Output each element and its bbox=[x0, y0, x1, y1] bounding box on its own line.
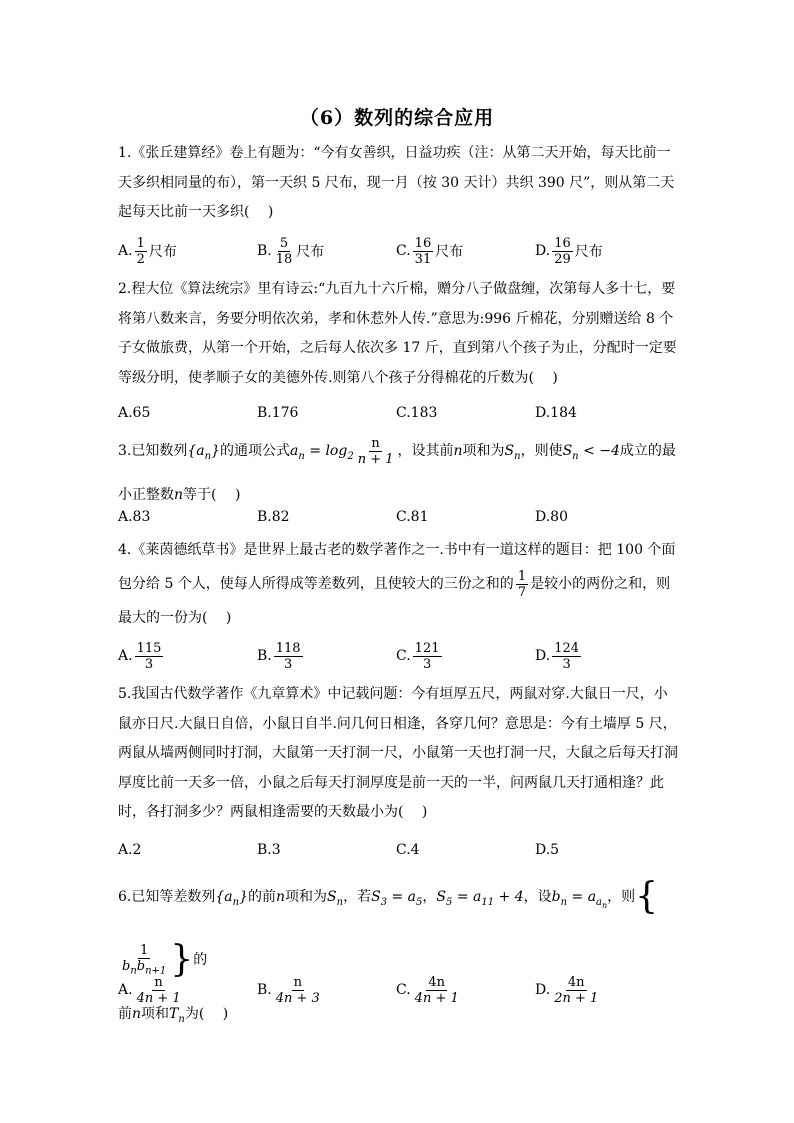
sum-symbol: S bbox=[436, 889, 446, 905]
sequence-notation bbox=[187, 443, 220, 462]
fraction-numerator: n bbox=[293, 974, 302, 990]
option-suffix: 尺布 bbox=[296, 244, 325, 260]
option-label: C. bbox=[396, 982, 411, 998]
q2-option-d: D.184 bbox=[535, 405, 577, 421]
sum-symbol: S bbox=[504, 443, 515, 459]
sum-subscript: n bbox=[572, 450, 579, 462]
option-label: D. bbox=[535, 648, 551, 664]
subscript: n bbox=[560, 896, 568, 908]
nested-subscript bbox=[596, 897, 607, 908]
bn-definition bbox=[551, 889, 608, 910]
b-symbol: b bbox=[551, 889, 561, 905]
fraction bbox=[413, 976, 461, 1005]
sum-subscript: n bbox=[514, 450, 521, 462]
option-label: B. bbox=[257, 982, 272, 998]
option-label: A. bbox=[118, 648, 133, 664]
subscript: n bbox=[178, 1013, 185, 1025]
q6-text-part: 前 bbox=[118, 1005, 132, 1022]
q3-text-part: 成立的最小正整数 bbox=[118, 443, 676, 503]
t-symbol: T bbox=[169, 1005, 179, 1022]
fraction-denominator: 31 bbox=[414, 251, 432, 267]
q4-option-d bbox=[535, 641, 583, 671]
q1-option-d bbox=[535, 236, 603, 266]
question-1-text: 1.《张丘建算经》卷上有题为：“今有女善织，日益功疾（注：从第二天开始，每天比前一天多织相同量的布），第一天织 5 尺布，现一月（按 30 天计）共织 390 尺”，则从第二天起每天比前一天多织( ) bbox=[118, 145, 675, 220]
q6-text-part: 6.已知等差数列 bbox=[118, 889, 216, 905]
subscript: 5 bbox=[416, 896, 423, 908]
subscript: n bbox=[130, 965, 137, 977]
b-symbol: b bbox=[136, 958, 146, 974]
formula-log: = log bbox=[304, 443, 348, 459]
q4-option-b bbox=[257, 641, 305, 671]
q3-option-c: C.81 bbox=[396, 509, 429, 525]
option-suffix: 尺布 bbox=[574, 244, 603, 260]
fraction-denominator: 3 bbox=[284, 656, 293, 672]
q2-option-c: C.183 bbox=[396, 405, 438, 421]
subscript: 11 bbox=[481, 896, 495, 908]
q4-text-part: 是较小的两份之和，则最大的一份为( ) bbox=[118, 576, 671, 626]
equals-term: = a bbox=[567, 889, 597, 905]
condition-1 bbox=[371, 889, 423, 908]
plus-term: + 4 bbox=[494, 889, 524, 905]
seq-close: } bbox=[239, 889, 248, 905]
fraction bbox=[552, 237, 573, 266]
fraction-denominator: 3 bbox=[422, 656, 432, 672]
q6-text-part: ，若 bbox=[343, 889, 372, 905]
q3-text-part: 3.已知数列 bbox=[118, 443, 188, 459]
q4-option-a bbox=[118, 641, 165, 671]
q3-text-part: ，设其前 bbox=[397, 443, 454, 459]
general-term-formula bbox=[290, 435, 398, 467]
fraction-numerator: 1 bbox=[140, 942, 149, 958]
sum-symbol: S bbox=[327, 889, 337, 905]
fraction-numerator: 121 bbox=[414, 640, 440, 656]
fraction-denominator: 4n + 3 bbox=[275, 990, 320, 1006]
q6-text-part: ，则 bbox=[607, 889, 636, 905]
subscript: 3 bbox=[380, 896, 388, 908]
fraction-denominator bbox=[120, 959, 168, 977]
q5-option-a: A.2 bbox=[118, 842, 142, 858]
q6-text-part: 的前 bbox=[248, 889, 276, 905]
partial-sum bbox=[504, 443, 521, 462]
fraction bbox=[356, 437, 396, 466]
fraction-denominator: 4n + 1 bbox=[136, 990, 181, 1006]
q3-text-part: ，则使 bbox=[520, 443, 563, 459]
seq-close: } bbox=[211, 443, 220, 459]
fraction bbox=[274, 237, 295, 266]
question-4-text bbox=[118, 533, 678, 635]
page-title: （6）数列的综合应用 bbox=[299, 107, 495, 129]
q3-option-b: B.82 bbox=[257, 509, 290, 525]
fraction bbox=[413, 237, 434, 266]
option-suffix: 尺布 bbox=[148, 244, 177, 260]
option-label: B. bbox=[257, 648, 272, 664]
option-label: C. bbox=[396, 648, 411, 664]
q2-option-a: A.65 bbox=[118, 405, 151, 421]
equals-term: = a bbox=[387, 889, 417, 905]
q1-option-a bbox=[118, 236, 177, 266]
option-suffix: 尺布 bbox=[435, 244, 464, 260]
condition-2 bbox=[436, 889, 524, 908]
q1-option-b bbox=[257, 236, 324, 266]
fraction-numerator: 4n bbox=[567, 974, 585, 990]
q6-text-part: ，设 bbox=[523, 889, 552, 905]
inequality bbox=[562, 443, 620, 462]
seq-subscript: n bbox=[204, 450, 212, 462]
subscript: n bbox=[602, 900, 608, 910]
q3-text-part: 等于( ) bbox=[183, 486, 241, 503]
sum-symbol: S bbox=[371, 889, 381, 905]
fraction-numerator: 115 bbox=[136, 640, 162, 656]
fraction-denominator: 29 bbox=[554, 251, 571, 267]
fraction bbox=[135, 642, 164, 671]
fraction-numerator: 1 bbox=[136, 235, 145, 251]
question-2-options bbox=[118, 398, 678, 428]
subscript: n+1 bbox=[145, 965, 167, 977]
q6-option-d bbox=[535, 975, 602, 1005]
fraction-denominator: n + 1 bbox=[357, 451, 394, 467]
option-label: A. bbox=[118, 243, 133, 259]
fraction-denominator: 3 bbox=[144, 656, 154, 672]
fraction-denominator: 4n + 1 bbox=[414, 990, 459, 1006]
q5-option-d: D.5 bbox=[535, 842, 560, 858]
seq-subscript: n bbox=[232, 896, 240, 908]
fraction-numerator: 124 bbox=[554, 640, 580, 656]
option-label: A. bbox=[118, 982, 133, 998]
q5-option-c: C.4 bbox=[396, 842, 420, 858]
q6-option-b bbox=[257, 975, 324, 1005]
fraction-denominator: 7 bbox=[517, 584, 527, 600]
fraction bbox=[135, 237, 147, 266]
option-label: D. bbox=[535, 982, 551, 998]
q3-text-part: 的通项公式 bbox=[220, 443, 290, 459]
variable-n: n bbox=[453, 443, 463, 459]
fraction bbox=[120, 944, 168, 977]
question-4-options bbox=[118, 641, 678, 671]
fraction bbox=[135, 976, 183, 1005]
variable-n: n bbox=[276, 889, 286, 905]
q4-text-part: 4.《莱茵德纸草书》是世界上最古老的数学著作之一.书中有一道这样的题目：把 100 个面包分给 5 个人，使每人所得成等差数列，且使较大的三份之和的 bbox=[118, 542, 676, 592]
q6-text-part: 项和 bbox=[141, 1005, 170, 1022]
question-3-options bbox=[118, 502, 678, 532]
q5-option-b: B.3 bbox=[257, 842, 281, 858]
fraction-numerator: 5 bbox=[279, 235, 289, 251]
seq-open: {a bbox=[215, 889, 233, 905]
fraction bbox=[413, 642, 442, 671]
q6-option-a bbox=[118, 975, 185, 1005]
fraction-numerator: n bbox=[371, 435, 380, 451]
left-brace: { bbox=[635, 876, 659, 917]
fraction-denominator: 2 bbox=[136, 251, 145, 267]
sum-subscript: n bbox=[336, 896, 344, 908]
formula-lhs: a bbox=[290, 443, 299, 459]
question-6-options bbox=[118, 975, 678, 1005]
inequality-rhs: < −4 bbox=[578, 443, 620, 459]
fraction-numerator: 16 bbox=[554, 235, 571, 251]
q6-text-part: 为( ) bbox=[184, 1005, 229, 1022]
sequence-notation bbox=[215, 889, 248, 908]
option-label: B. bbox=[257, 243, 272, 259]
fraction bbox=[552, 642, 581, 671]
sum-T bbox=[169, 1005, 185, 1025]
fraction bbox=[552, 976, 600, 1005]
q6-text-part: ， bbox=[422, 889, 437, 905]
fraction bbox=[274, 976, 322, 1005]
q4-option-c bbox=[396, 641, 444, 671]
question-6-text bbox=[118, 870, 678, 1047]
option-label: C. bbox=[396, 243, 411, 259]
question-2-text: 2.程大位《算法统宗》里有诗云:“九百九十六斤棉，赠分八子做盘缠，次第每人多十七，要将第八数来言，务要分明依次弟，孝和休惹外人传.”意思为:996 斤棉花，分别赠送给 8 个子女做旅费，从第一个开始，之后每人依次多 17 斤，直到第八个孩子为止，分配时一定要等级分明，使孝顺子女的美德外传.则第八个孩子分得棉花的斤数为( ) bbox=[118, 281, 677, 386]
equals-term: = a bbox=[452, 889, 482, 905]
question-5-text: 5.我国古代数学著作《九章算术》中记载问题：今有垣厚五尺，两鼠对穿.大鼠日一尺，小鼠亦日尺.大鼠日自倍，小鼠日自半.问几何日相逢，各穿几何？意思是：今有土墙厚 5 尺，两鼠从墙两侧同时打洞，大鼠第一天打洞一尺，小鼠第一天也打洞一尺，大鼠之后每天打洞厚度比前一天多一倍，小鼠之后每天打洞厚度是前一天的一半，问两鼠几天打通相逢？此时，各打洞多少？两鼠相逢需要的天数最小为( ) bbox=[118, 686, 678, 820]
q6-option-c bbox=[396, 975, 463, 1005]
right-brace: } bbox=[170, 938, 194, 980]
q1-option-c bbox=[396, 236, 463, 266]
subscript: a bbox=[596, 896, 603, 908]
variable-n: n bbox=[174, 486, 184, 503]
fraction-denominator: 18 bbox=[275, 251, 293, 267]
question-1-options bbox=[118, 236, 678, 266]
fraction-numerator: 4n bbox=[428, 974, 446, 990]
sum-symbol: S bbox=[562, 443, 573, 459]
fraction-numerator: 118 bbox=[275, 640, 301, 656]
fraction bbox=[516, 570, 528, 599]
partial-sum bbox=[327, 889, 344, 908]
fraction bbox=[274, 642, 303, 671]
formula-subscript: n bbox=[298, 450, 305, 462]
option-label: D. bbox=[535, 243, 551, 259]
fraction-numerator: 16 bbox=[414, 235, 432, 251]
fraction-denominator: 2n + 1 bbox=[554, 990, 599, 1006]
q6-text-part: 的 bbox=[193, 951, 208, 968]
fraction-denominator: 3 bbox=[562, 656, 571, 672]
q3-text-part: 项和为 bbox=[462, 443, 505, 459]
seq-open: {a bbox=[187, 443, 205, 459]
q2-option-b: B.176 bbox=[257, 405, 299, 421]
b-symbol: b bbox=[122, 958, 131, 974]
q6-text-part: 项和为 bbox=[285, 889, 328, 905]
question-5-options bbox=[118, 835, 678, 865]
fraction-numerator: 1 bbox=[517, 568, 527, 584]
variable-n: n bbox=[132, 1005, 142, 1022]
log-base: 2 bbox=[347, 450, 354, 462]
q3-option-d: D.80 bbox=[535, 509, 568, 525]
subscript: 5 bbox=[446, 896, 453, 908]
q3-option-a: A.83 bbox=[118, 509, 151, 525]
fraction-numerator: n bbox=[154, 974, 163, 990]
